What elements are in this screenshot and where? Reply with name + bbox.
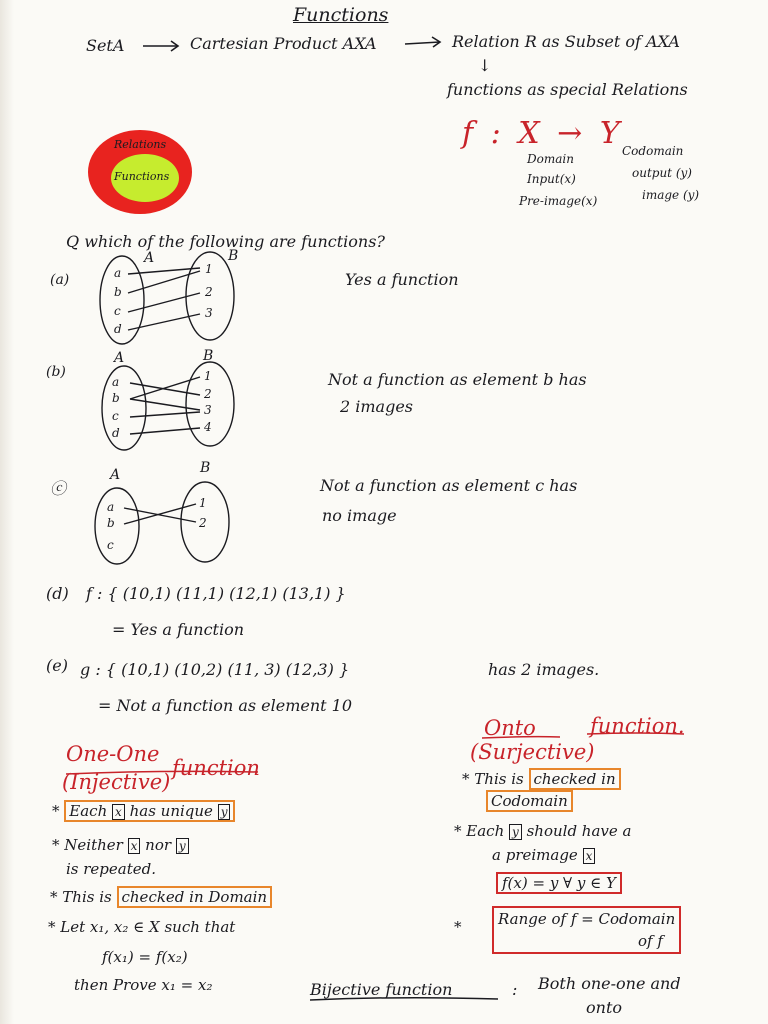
x-box: x bbox=[112, 804, 125, 820]
onto-bullet-1-line2 bbox=[486, 792, 573, 810]
special-relations-label: functions as special Relations bbox=[447, 80, 688, 99]
one-one-bullet-2-line2: is repeated. bbox=[66, 860, 157, 878]
question-b-left-1: a bbox=[112, 375, 120, 389]
question-a-marker: (a) bbox=[50, 272, 70, 288]
question-e-line1: g : { (10,1) (10,2) (11, 3) (12,3) } bbox=[80, 660, 350, 679]
one-one-bullet-4-line2: f(x₁) = f(x₂) bbox=[102, 948, 188, 966]
one-one-bullet-1 bbox=[52, 802, 235, 820]
image-label: image (y) bbox=[642, 188, 700, 202]
one-one-heading: One-One bbox=[66, 742, 160, 766]
bullet-star: * bbox=[52, 802, 60, 820]
cartesian-label: Cartesian Product AXA bbox=[190, 34, 377, 53]
question-b-answer-line1: Not a function as element b has bbox=[328, 370, 587, 389]
question-b-set-b: B bbox=[203, 348, 214, 364]
question-c-right-1: 1 bbox=[199, 496, 207, 510]
question-b-left-3: c bbox=[112, 409, 119, 423]
question-a-set-a: A bbox=[144, 250, 155, 266]
mapping-b-arrow bbox=[130, 383, 200, 395]
question-d-line2: = Yes a function bbox=[112, 620, 245, 639]
question-c-set-b: B bbox=[200, 460, 211, 476]
y-box: y bbox=[509, 824, 522, 840]
checked-in-domain-box: checked in Domain bbox=[117, 886, 273, 908]
question-c-answer-line2: no image bbox=[322, 506, 397, 525]
preimage-label: Pre-image(x) bbox=[519, 194, 598, 208]
question-a-left-3: c bbox=[114, 304, 121, 318]
onto-range-box bbox=[492, 906, 681, 954]
preimage-label: a preimage bbox=[492, 846, 578, 864]
onto-formula-box: f(x) = y ∀ y ∈ Y bbox=[496, 872, 622, 894]
question-a-set-b: B bbox=[228, 248, 239, 264]
venn-functions-label: Functions bbox=[114, 170, 170, 183]
codomain-label: Codomain bbox=[622, 144, 684, 158]
each-label: Each bbox=[466, 822, 505, 840]
question-e-marker: (e) bbox=[46, 656, 68, 675]
question-a-left-2: b bbox=[114, 285, 122, 299]
bullet-star: * bbox=[454, 822, 462, 840]
question-b-marker: (b) bbox=[46, 364, 66, 380]
bijective-desc-line2: onto bbox=[586, 998, 622, 1017]
question-a-right-3: 3 bbox=[205, 306, 213, 320]
question-a-left-4: d bbox=[114, 322, 122, 336]
domain-label: Domain bbox=[527, 152, 574, 166]
question-e-line2: = Not a function as element 10 bbox=[98, 696, 353, 715]
question-prompt: Q which of the following are functions? bbox=[66, 232, 385, 251]
neither-label: Neither bbox=[64, 836, 123, 854]
question-a-left-1: a bbox=[114, 266, 122, 280]
mapping-b-arrow bbox=[130, 412, 200, 417]
x-box: x bbox=[128, 838, 141, 854]
bullet-star: * bbox=[462, 770, 470, 788]
mapping-b-set-a bbox=[102, 366, 146, 450]
mapping-b-arrow bbox=[130, 428, 200, 434]
question-b-left-4: d bbox=[112, 426, 120, 440]
question-a-right-2: 2 bbox=[205, 285, 213, 299]
onto-bullet-2-line2 bbox=[492, 846, 595, 864]
codomain-box: Codomain bbox=[486, 790, 573, 812]
one-one-bullet-4 bbox=[48, 918, 235, 936]
mapping-c-arrow bbox=[124, 508, 196, 522]
question-a-right-1: 1 bbox=[205, 262, 213, 276]
function-notation: f : X → Y bbox=[462, 116, 624, 151]
set-a-label: SetA bbox=[86, 36, 125, 55]
question-b-right-2: 2 bbox=[204, 387, 212, 401]
question-c-right-2: 2 bbox=[199, 516, 207, 530]
has-unique-label: has unique bbox=[129, 802, 213, 820]
y-box: y bbox=[176, 838, 189, 854]
mapping-a-arrow bbox=[128, 293, 200, 312]
one-one-bullet-1-text bbox=[64, 800, 235, 822]
bijective-label: Bijective function bbox=[310, 980, 453, 999]
question-c-left-3: c bbox=[107, 538, 114, 552]
bijective-desc-line1: Both one-one and bbox=[538, 974, 681, 993]
page-title: Functions bbox=[293, 4, 389, 26]
question-c-marker: ⓒ bbox=[50, 479, 67, 498]
should-have-label: should have a bbox=[526, 822, 632, 840]
mapping-b bbox=[102, 362, 234, 450]
onto-bullet-1 bbox=[462, 770, 621, 788]
y-box: y bbox=[218, 804, 231, 820]
checked-in-box: checked in bbox=[529, 768, 621, 790]
one-one-function-heading: function bbox=[172, 756, 260, 780]
each-label: Each bbox=[69, 802, 108, 820]
range-equals-codomain: Range of f = Codomain bbox=[498, 910, 676, 928]
mapping-c-arrow bbox=[124, 504, 196, 524]
venn-relations-label: Relations bbox=[114, 138, 167, 151]
question-b-right-3: 3 bbox=[204, 403, 212, 417]
one-one-bullet-2 bbox=[52, 836, 189, 854]
relation-label: Relation R as Subset of AXA bbox=[452, 32, 680, 51]
this-is-label: This is bbox=[62, 888, 112, 906]
question-e-line1b: has 2 images. bbox=[488, 660, 600, 679]
surjective-heading: (Surjective) bbox=[470, 740, 595, 764]
output-label: output (y) bbox=[632, 166, 692, 180]
question-c-left-1: a bbox=[107, 500, 115, 514]
question-b-right-4: 4 bbox=[204, 420, 212, 434]
bullet-star: * bbox=[50, 888, 58, 906]
question-c-answer-line1: Not a function as element c has bbox=[320, 476, 578, 495]
input-label: Input(x) bbox=[527, 172, 576, 186]
question-b-left-2: b bbox=[112, 391, 120, 405]
one-one-bullet-3 bbox=[50, 888, 272, 906]
question-c-left-2: b bbox=[107, 516, 115, 530]
injective-heading: (Injective) bbox=[62, 770, 171, 794]
bijective-colon: : bbox=[512, 980, 518, 999]
onto-bullet-2 bbox=[454, 822, 631, 840]
x-box: x bbox=[583, 848, 596, 864]
mapping-a-arrow bbox=[128, 271, 200, 293]
question-d-line1: f : { (10,1) (11,1) (12,1) (13,1) } bbox=[86, 584, 346, 603]
bullet-star: * bbox=[48, 918, 56, 936]
question-c-set-a: A bbox=[110, 467, 121, 483]
question-b-answer-line2: 2 images bbox=[340, 397, 414, 416]
arrow-cartesian-to-relation bbox=[405, 42, 440, 44]
one-one-bullet-4-line3: then Prove x₁ = x₂ bbox=[74, 976, 213, 994]
mapping-c bbox=[95, 482, 229, 564]
mapping-a-arrow bbox=[128, 314, 200, 330]
question-b-set-a: A bbox=[114, 350, 125, 366]
down-arrow-icon: ↓ bbox=[478, 56, 492, 75]
question-a-answer: Yes a function bbox=[345, 270, 459, 289]
question-d-marker: (d) bbox=[46, 584, 69, 603]
let-x1-x2-label: Let x₁, x₂ ∈ X such that bbox=[60, 918, 236, 936]
onto-bullet-4-star: * bbox=[454, 918, 462, 936]
mapping-b-arrow bbox=[130, 399, 200, 410]
nor-label: nor bbox=[145, 836, 172, 854]
question-b-right-1: 1 bbox=[204, 369, 212, 383]
onto-function-heading: function. bbox=[590, 714, 685, 738]
onto-heading: Onto bbox=[484, 716, 536, 740]
bullet-star: * bbox=[52, 836, 60, 854]
of-f-label: of f bbox=[638, 932, 663, 950]
this-is-label: This is bbox=[474, 770, 524, 788]
mapping-a-set-a bbox=[100, 256, 144, 344]
mapping-c-set-a bbox=[95, 488, 139, 564]
